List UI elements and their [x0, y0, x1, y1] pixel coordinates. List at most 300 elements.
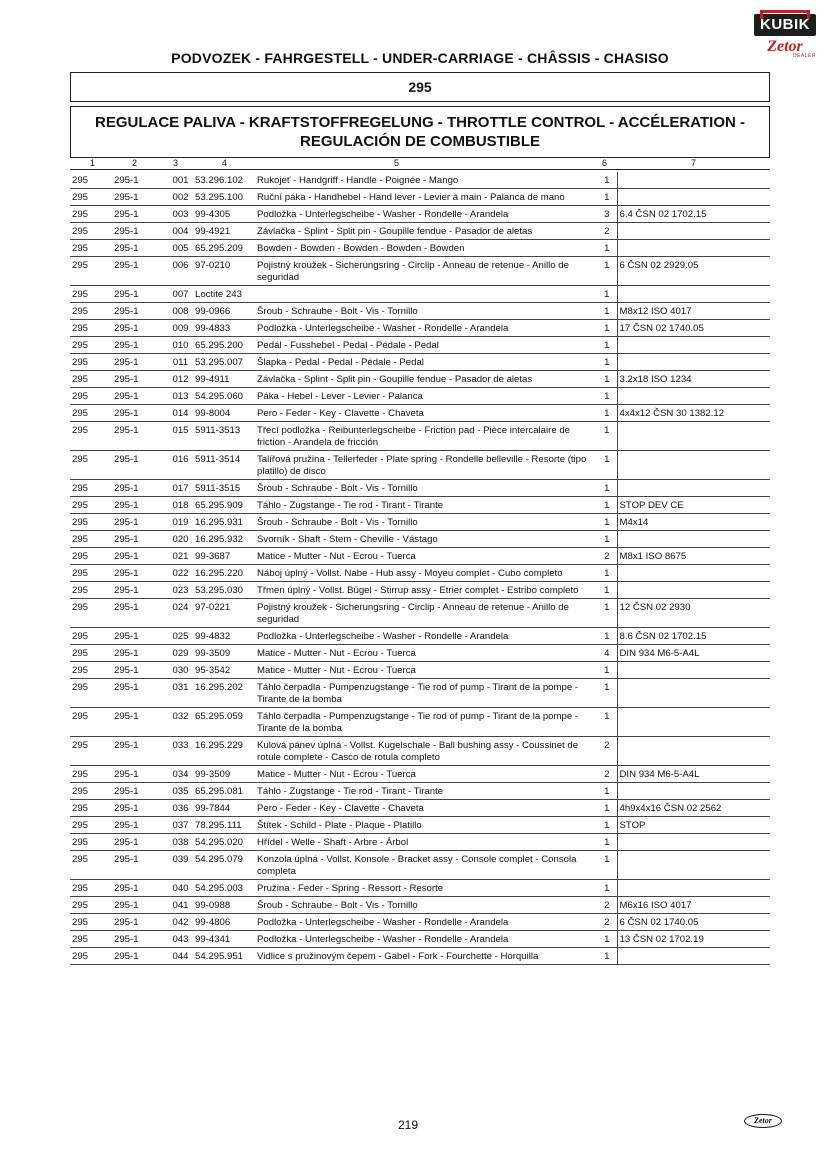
subgroup-cell: 295-1 — [112, 548, 168, 565]
position-cell: 030 — [168, 662, 193, 679]
part-number-cell: 53.295.007 — [193, 354, 255, 371]
quantity-cell: 2 — [597, 897, 617, 914]
subgroup-cell: 295-1 — [112, 851, 168, 880]
position-cell: 021 — [168, 548, 193, 565]
description-cell: Táhlo - Zugstange - Tie rod - Tirant - Tirante — [255, 497, 597, 514]
quantity-cell: 4 — [597, 645, 617, 662]
description-cell: Talířová pružina - Tellerfeder - Plate spring - Rondelle belleville - Resorte (tipo platillo) de disco — [255, 451, 597, 480]
description-cell: Svorník - Shaft - Stem - Cheville - Vástago — [255, 531, 597, 548]
group-cell: 295 — [70, 303, 112, 320]
group-cell: 295 — [70, 189, 112, 206]
quantity-cell: 1 — [597, 834, 617, 851]
position-cell: 033 — [168, 737, 193, 766]
note-cell: 6.4 ČSN 02 1702.15 — [617, 206, 770, 223]
part-number-cell: 99-0966 — [193, 303, 255, 320]
group-cell: 295 — [70, 817, 112, 834]
subgroup-cell: 295-1 — [112, 582, 168, 599]
part-number-cell: 5911-3513 — [193, 422, 255, 451]
position-cell: 031 — [168, 679, 193, 708]
part-number-cell: 97-0221 — [193, 599, 255, 628]
part-number-cell: 95-3542 — [193, 662, 255, 679]
note-cell — [617, 240, 770, 257]
description-cell: Táhlo čerpadla - Pumpenzugstange - Tie rod of pump - Tirant de la pompe - Tirante de la bomba — [255, 708, 597, 737]
note-cell: M4x14 — [617, 514, 770, 531]
note-cell: 4x4x12 ČSN 30 1382.12 — [617, 405, 770, 422]
description-cell: Podložka - Unterlegscheibe - Washer - Rondelle - Arandela — [255, 931, 597, 948]
group-cell: 295 — [70, 337, 112, 354]
column-1-label: 1 — [90, 158, 96, 168]
group-cell: 295 — [70, 662, 112, 679]
quantity-cell: 1 — [597, 337, 617, 354]
page-number: 219 — [398, 1118, 419, 1132]
parts-table — [70, 172, 770, 965]
note-cell: M8x1 ISO 8675 — [617, 548, 770, 565]
table-row — [70, 480, 770, 497]
group-cell: 295 — [70, 783, 112, 800]
position-cell: 008 — [168, 303, 193, 320]
table-row — [70, 371, 770, 388]
quantity-cell: 2 — [597, 223, 617, 240]
table-row — [70, 514, 770, 531]
group-cell: 295 — [70, 548, 112, 565]
part-number-cell: 65.295.209 — [193, 240, 255, 257]
column-6-label: 6 — [602, 158, 608, 168]
table-row — [70, 737, 770, 766]
subgroup-cell: 295-1 — [112, 371, 168, 388]
position-cell: 038 — [168, 834, 193, 851]
part-number-cell: 53.295.030 — [193, 582, 255, 599]
quantity-cell: 1 — [597, 371, 617, 388]
subgroup-cell: 295-1 — [112, 599, 168, 628]
note-cell: M8x12 ISO 4017 — [617, 303, 770, 320]
description-cell: Štítek - Schild - Plate - Plaque - Platillo — [255, 817, 597, 834]
part-number-cell: 99-3687 — [193, 548, 255, 565]
quantity-cell: 1 — [597, 880, 617, 897]
description-cell: Ruční páka - Handhebel - Hand lever - Levier à main - Palanca de mano — [255, 189, 597, 206]
note-cell: 6 ČSN 02 1740.05 — [617, 914, 770, 931]
group-title-line-1: REGULACE PALIVA - KRAFTSTOFFREGELUNG - THROTTLE CONTROL - ACCÉLERATION - — [95, 114, 745, 131]
quantity-cell: 1 — [597, 662, 617, 679]
part-number-cell: 16.295.202 — [193, 679, 255, 708]
group-cell: 295 — [70, 737, 112, 766]
quantity-cell: 1 — [597, 189, 617, 206]
table-row — [70, 240, 770, 257]
parts-table-body — [70, 172, 770, 965]
quantity-cell: 1 — [597, 800, 617, 817]
table-row — [70, 783, 770, 800]
quantity-cell: 1 — [597, 303, 617, 320]
quantity-cell: 1 — [597, 599, 617, 628]
description-cell: Páka - Hebel - Lever - Levier - Palanca — [255, 388, 597, 405]
group-cell: 295 — [70, 405, 112, 422]
position-cell: 018 — [168, 497, 193, 514]
table-row — [70, 880, 770, 897]
note-cell: DIN 934 M6-5-A4L — [617, 766, 770, 783]
table-row — [70, 548, 770, 565]
group-cell: 295 — [70, 834, 112, 851]
description-cell: Šroub - Schraube - Bolt - Vis - Tornillo — [255, 303, 597, 320]
position-cell: 029 — [168, 645, 193, 662]
part-number-cell: 99-4832 — [193, 628, 255, 645]
part-number-cell: 54.295.003 — [193, 880, 255, 897]
group-cell: 295 — [70, 371, 112, 388]
subgroup-cell: 295-1 — [112, 422, 168, 451]
quantity-cell: 1 — [597, 388, 617, 405]
position-cell: 014 — [168, 405, 193, 422]
group-cell: 295 — [70, 257, 112, 286]
part-number-cell: 99-8004 — [193, 405, 255, 422]
group-cell: 295 — [70, 645, 112, 662]
quantity-cell: 1 — [597, 257, 617, 286]
part-number-cell: 99-7844 — [193, 800, 255, 817]
note-cell — [617, 480, 770, 497]
quantity-cell: 1 — [597, 451, 617, 480]
description-cell: Podložka - Unterlegscheibe - Washer - Rondelle - Arandela — [255, 206, 597, 223]
note-cell — [617, 708, 770, 737]
description-cell: Matice - Mutter - Nut - Ecrou - Tuerca — [255, 645, 597, 662]
subgroup-cell: 295-1 — [112, 531, 168, 548]
description-cell: Konzola úplná - Vollst. Konsole - Bracket assy - Console complet - Consola completa — [255, 851, 597, 880]
position-cell: 010 — [168, 337, 193, 354]
quantity-cell: 1 — [597, 240, 617, 257]
quantity-cell: 1 — [597, 931, 617, 948]
quantity-cell: 1 — [597, 783, 617, 800]
position-cell: 024 — [168, 599, 193, 628]
subgroup-cell: 295-1 — [112, 257, 168, 286]
table-row — [70, 451, 770, 480]
description-cell: Podložka - Unterlegscheibe - Washer - Rondelle - Arandela — [255, 320, 597, 337]
table-row — [70, 708, 770, 737]
note-cell — [617, 565, 770, 582]
description-cell: Matice - Mutter - Nut - Ecrou - Tuerca — [255, 662, 597, 679]
table-row — [70, 948, 770, 965]
description-cell: Závlačka - Splint - Split pin - Goupille fendue - Pasador de aletas — [255, 223, 597, 240]
note-cell — [617, 582, 770, 599]
position-cell: 020 — [168, 531, 193, 548]
group-cell: 295 — [70, 766, 112, 783]
description-cell: Šroub - Schraube - Bolt - Vis - Tornillo — [255, 897, 597, 914]
note-cell — [617, 354, 770, 371]
group-number-box — [70, 72, 770, 102]
group-cell: 295 — [70, 679, 112, 708]
quantity-cell: 1 — [597, 286, 617, 303]
description-cell — [255, 286, 597, 303]
part-number-cell: 99-4833 — [193, 320, 255, 337]
subgroup-cell: 295-1 — [112, 783, 168, 800]
table-row — [70, 337, 770, 354]
column-header — [70, 158, 770, 170]
group-number: 295 — [408, 79, 432, 95]
group-cell: 295 — [70, 422, 112, 451]
note-cell: 6 ČSN 02 2929.05 — [617, 257, 770, 286]
part-number-cell: 54.295.060 — [193, 388, 255, 405]
quantity-cell: 3 — [597, 206, 617, 223]
part-number-cell: 99-4921 — [193, 223, 255, 240]
part-number-cell: 65.295.200 — [193, 337, 255, 354]
description-cell: Rukojeť - Handgriff - Handle - Poignée - Mango — [255, 172, 597, 189]
subgroup-cell: 295-1 — [112, 337, 168, 354]
table-row — [70, 599, 770, 628]
note-cell — [617, 172, 770, 189]
table-row — [70, 662, 770, 679]
description-cell: Šroub - Schraube - Bolt - Vis - Tornillo — [255, 480, 597, 497]
group-cell: 295 — [70, 240, 112, 257]
quantity-cell: 2 — [597, 766, 617, 783]
position-cell: 015 — [168, 422, 193, 451]
table-row — [70, 531, 770, 548]
position-cell: 023 — [168, 582, 193, 599]
group-cell: 295 — [70, 286, 112, 303]
group-title-box — [70, 106, 770, 158]
table-row — [70, 497, 770, 514]
note-cell: 13 ČSN 02 1702.19 — [617, 931, 770, 948]
column-3-label: 3 — [173, 158, 179, 168]
group-cell: 295 — [70, 708, 112, 737]
group-cell: 295 — [70, 851, 112, 880]
quantity-cell: 1 — [597, 531, 617, 548]
group-cell: 295 — [70, 880, 112, 897]
note-cell: STOP — [617, 817, 770, 834]
note-cell — [617, 948, 770, 965]
description-cell: Hřídel - Welle - Shaft - Arbre - Árbol — [255, 834, 597, 851]
subgroup-cell: 295-1 — [112, 737, 168, 766]
subgroup-cell: 295-1 — [112, 451, 168, 480]
part-number-cell: 99-0988 — [193, 897, 255, 914]
part-number-cell: 65.295.059 — [193, 708, 255, 737]
part-number-cell: 99-4911 — [193, 371, 255, 388]
subgroup-cell: 295-1 — [112, 497, 168, 514]
group-cell: 295 — [70, 320, 112, 337]
quantity-cell: 1 — [597, 172, 617, 189]
position-cell: 013 — [168, 388, 193, 405]
part-number-cell: 54.295.020 — [193, 834, 255, 851]
description-cell: Třmen úplný - Vollst. Bügel - Stirrup assy - Etrier complet - Estribo completo — [255, 582, 597, 599]
table-row — [70, 834, 770, 851]
description-cell: Závlačka - Splint - Split pin - Goupille fendue - Pasador de aletas — [255, 371, 597, 388]
position-cell: 012 — [168, 371, 193, 388]
position-cell: 004 — [168, 223, 193, 240]
group-cell: 295 — [70, 451, 112, 480]
quantity-cell: 1 — [597, 817, 617, 834]
subgroup-cell: 295-1 — [112, 388, 168, 405]
note-cell: M6x16 ISO 4017 — [617, 897, 770, 914]
subgroup-cell: 295-1 — [112, 480, 168, 497]
table-row — [70, 189, 770, 206]
description-cell: Podložka - Unterlegscheibe - Washer - Rondelle - Arandela — [255, 914, 597, 931]
description-cell: Pojistný kroužek - Sicherungsring - Circlip - Anneau de retenue - Anillo de seguridad — [255, 599, 597, 628]
part-number-cell: 53.296.102 — [193, 172, 255, 189]
position-cell: 037 — [168, 817, 193, 834]
table-row — [70, 223, 770, 240]
group-cell: 295 — [70, 897, 112, 914]
part-number-cell: 65.295.909 — [193, 497, 255, 514]
quantity-cell: 1 — [597, 514, 617, 531]
quantity-cell: 2 — [597, 737, 617, 766]
subgroup-cell: 295-1 — [112, 565, 168, 582]
subgroup-cell: 295-1 — [112, 223, 168, 240]
table-row — [70, 172, 770, 189]
position-cell: 011 — [168, 354, 193, 371]
position-cell: 042 — [168, 914, 193, 931]
group-cell: 295 — [70, 582, 112, 599]
table-row — [70, 897, 770, 914]
position-cell: 009 — [168, 320, 193, 337]
note-cell — [617, 851, 770, 880]
subgroup-cell: 295-1 — [112, 662, 168, 679]
description-cell: Pero - Feder - Key - Clavette - Chaveta — [255, 405, 597, 422]
group-cell: 295 — [70, 800, 112, 817]
description-cell: Pružina - Feder - Spring - Ressort - Resorte — [255, 880, 597, 897]
note-cell — [617, 880, 770, 897]
logo-brand: KUBIK — [754, 14, 816, 36]
logo-small-text: DEALER — [792, 53, 816, 59]
table-row — [70, 582, 770, 599]
group-cell: 295 — [70, 531, 112, 548]
quantity-cell: 1 — [597, 851, 617, 880]
position-cell: 002 — [168, 189, 193, 206]
position-cell: 001 — [168, 172, 193, 189]
description-cell: Náboj úplný - Vollst. Nabe - Hub assy - Moyeu complet - Cubo completo — [255, 565, 597, 582]
description-cell: Táhlo čerpadla - Pumpenzugstange - Tie rod of pump - Tirant de la pompe - Tirante de la bomba — [255, 679, 597, 708]
table-row — [70, 645, 770, 662]
part-number-cell: 99-3509 — [193, 645, 255, 662]
note-cell — [617, 662, 770, 679]
quantity-cell: 1 — [597, 565, 617, 582]
description-cell: Matice - Mutter - Nut - Ecrou - Tuerca — [255, 548, 597, 565]
table-row — [70, 286, 770, 303]
part-number-cell: 16.295.931 — [193, 514, 255, 531]
note-cell — [617, 834, 770, 851]
table-row — [70, 354, 770, 371]
part-number-cell: Loctite 243 — [193, 286, 255, 303]
part-number-cell: 16.295.220 — [193, 565, 255, 582]
subgroup-cell: 295-1 — [112, 303, 168, 320]
subgroup-cell: 295-1 — [112, 914, 168, 931]
group-cell: 295 — [70, 628, 112, 645]
subgroup-cell: 295-1 — [112, 189, 168, 206]
note-cell: 17 ČSN 02 1740.05 — [617, 320, 770, 337]
part-number-cell: 5911-3514 — [193, 451, 255, 480]
note-cell — [617, 422, 770, 451]
subgroup-cell: 295-1 — [112, 800, 168, 817]
position-cell: 006 — [168, 257, 193, 286]
subgroup-cell: 295-1 — [112, 405, 168, 422]
quantity-cell: 1 — [597, 582, 617, 599]
subgroup-cell: 295-1 — [112, 766, 168, 783]
note-cell — [617, 737, 770, 766]
group-cell: 295 — [70, 223, 112, 240]
position-cell: 022 — [168, 565, 193, 582]
table-row — [70, 851, 770, 880]
subgroup-cell: 295-1 — [112, 708, 168, 737]
note-cell — [617, 451, 770, 480]
quantity-cell: 1 — [597, 422, 617, 451]
table-row — [70, 817, 770, 834]
part-number-cell: 78.295.111 — [193, 817, 255, 834]
part-number-cell: 65.295.081 — [193, 783, 255, 800]
description-cell: Táhlo - Zugstange - Tie rod - Tirant - Tirante — [255, 783, 597, 800]
position-cell: 003 — [168, 206, 193, 223]
description-cell: Pero - Feder - Key - Clavette - Chaveta — [255, 800, 597, 817]
note-cell — [617, 388, 770, 405]
group-cell: 295 — [70, 931, 112, 948]
description-cell: Vidlice s pružinovým čepem - Gabel - Fork - Fourchette - Horquilla — [255, 948, 597, 965]
position-cell: 032 — [168, 708, 193, 737]
part-number-cell: 97-0210 — [193, 257, 255, 286]
subgroup-cell: 295-1 — [112, 834, 168, 851]
note-cell — [617, 189, 770, 206]
table-row — [70, 628, 770, 645]
subgroup-cell: 295-1 — [112, 817, 168, 834]
note-cell: STOP DEV CE — [617, 497, 770, 514]
group-cell: 295 — [70, 497, 112, 514]
subgroup-cell: 295-1 — [112, 645, 168, 662]
subgroup-cell: 295-1 — [112, 240, 168, 257]
description-cell: Podložka - Unterlegscheibe - Washer - Rondelle - Arandela — [255, 628, 597, 645]
table-row — [70, 405, 770, 422]
group-cell: 295 — [70, 599, 112, 628]
position-cell: 034 — [168, 766, 193, 783]
quantity-cell: 1 — [597, 628, 617, 645]
position-cell: 040 — [168, 880, 193, 897]
part-number-cell: 16.295.229 — [193, 737, 255, 766]
table-row — [70, 206, 770, 223]
position-cell: 035 — [168, 783, 193, 800]
quantity-cell: 2 — [597, 548, 617, 565]
subgroup-cell: 295-1 — [112, 172, 168, 189]
note-cell: 12 ČSN 02 2930 — [617, 599, 770, 628]
description-cell: Bowden - Bowden - Bowden - Bowden - Bowden — [255, 240, 597, 257]
description-cell: Pedál - Fusshebel - Pedal - Pédale - Pedal — [255, 337, 597, 354]
subgroup-cell: 295-1 — [112, 948, 168, 965]
group-cell: 295 — [70, 388, 112, 405]
position-cell: 017 — [168, 480, 193, 497]
position-cell: 041 — [168, 897, 193, 914]
table-row — [70, 320, 770, 337]
table-row — [70, 931, 770, 948]
group-title-line-2: REGULACIÓN DE COMBUSTIBLE — [300, 133, 540, 150]
position-cell: 043 — [168, 931, 193, 948]
table-row — [70, 800, 770, 817]
group-cell: 295 — [70, 914, 112, 931]
note-cell — [617, 223, 770, 240]
subgroup-cell: 295-1 — [112, 320, 168, 337]
subgroup-cell: 295-1 — [112, 880, 168, 897]
quantity-cell: 1 — [597, 708, 617, 737]
quantity-cell: 1 — [597, 497, 617, 514]
logo-subbrand: Zetor — [767, 38, 803, 55]
note-cell — [617, 679, 770, 708]
table-row — [70, 422, 770, 451]
quantity-cell: 1 — [597, 354, 617, 371]
part-number-cell: 16.295.932 — [193, 531, 255, 548]
description-cell: Kulová pánev úplná - Vollst. Kugelschale - Ball bushing assy - Coussinet de rotule complete - Casco de rotula completo — [255, 737, 597, 766]
subgroup-cell: 295-1 — [112, 354, 168, 371]
group-cell: 295 — [70, 514, 112, 531]
position-cell: 039 — [168, 851, 193, 880]
table-row — [70, 766, 770, 783]
part-number-cell: 54.295.951 — [193, 948, 255, 965]
part-number-cell: 53.295.100 — [193, 189, 255, 206]
group-cell: 295 — [70, 565, 112, 582]
subgroup-cell: 295-1 — [112, 514, 168, 531]
description-cell: Třecí podložka - Reibunterlegscheibe - Friction pad - Pièce intercalaire de friction - Arandela de fricción — [255, 422, 597, 451]
column-2-label: 2 — [132, 158, 138, 168]
subgroup-cell: 295-1 — [112, 286, 168, 303]
position-cell: 005 — [168, 240, 193, 257]
quantity-cell: 1 — [597, 480, 617, 497]
description-cell: Šlapka - Pedal - Pedal - Pédale - Pedal — [255, 354, 597, 371]
